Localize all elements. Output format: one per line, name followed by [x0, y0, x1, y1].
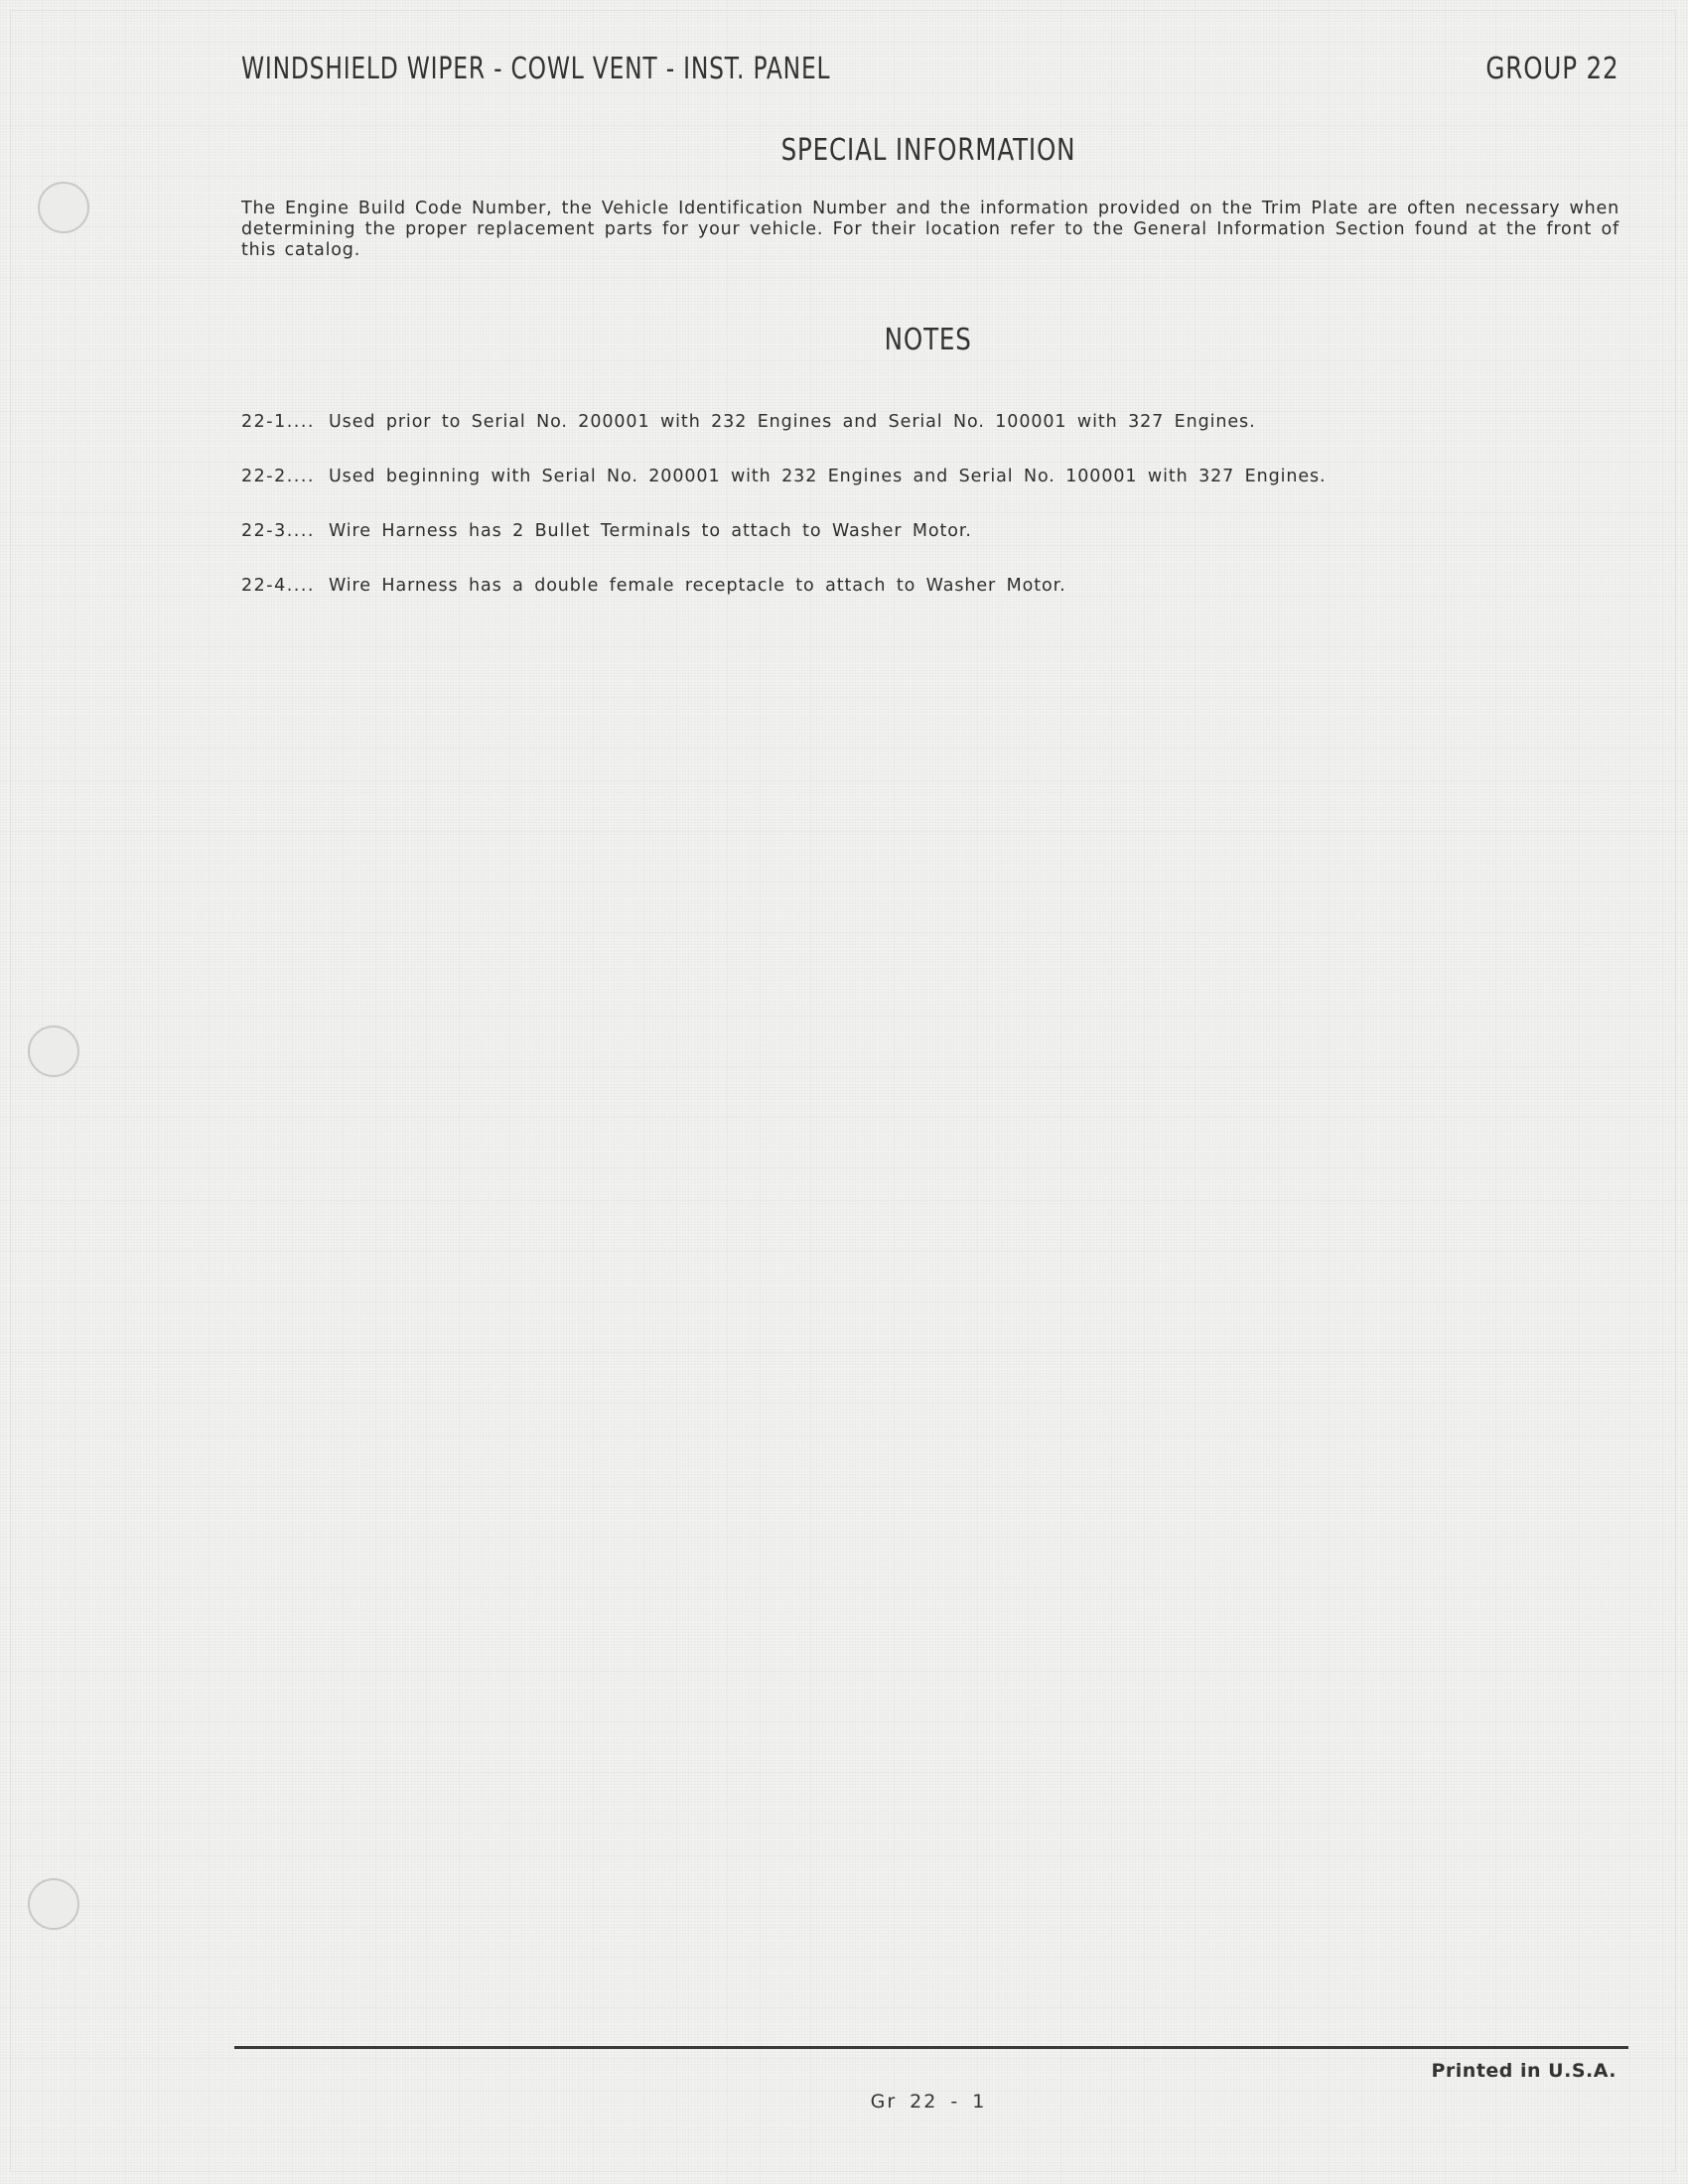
note-text: Wire Harness has 2 Bullet Terminals to attach to Washer Motor.	[328, 521, 972, 541]
punch-hole	[28, 1878, 79, 1930]
notes-list	[241, 411, 1651, 629]
note-text: Used prior to Serial No. 200001 with 232 Engines and Serial No. 100001 with 327 Engines.	[328, 412, 1256, 432]
special-information-text: The Engine Build Code Number, the Vehicle Identification Number and the information provided on the Trim Plate are often necessary when determining the proper replacement parts for your vehicle. For their location refer to the General Information Section found at the front of this catalog.	[241, 199, 1619, 260]
note-item	[241, 575, 1651, 597]
punch-hole	[28, 1025, 79, 1077]
note-number: 22-2....	[241, 467, 315, 486]
special-information-heading-row	[0, 133, 1688, 168]
note-number: 22-4....	[241, 576, 315, 596]
printed-in-label: Printed in U.S.A.	[1431, 2060, 1617, 2082]
note-text: Used beginning with Serial No. 200001 with 232 Engines and Serial No. 100001 with 327 Engines.	[328, 467, 1327, 486]
note-number: 22-3....	[241, 521, 315, 541]
special-information-heading: SPECIAL INFORMATION	[780, 133, 1076, 168]
page-number: Gr 22 - 1	[870, 2091, 987, 2113]
note-item	[241, 466, 1651, 487]
note-item	[241, 411, 1651, 433]
punch-hole	[38, 182, 89, 233]
page-title: WINDSHIELD WIPER - COWL VENT - INST. PANEL	[241, 52, 831, 86]
notes-heading: NOTES	[884, 323, 973, 357]
note-item	[241, 520, 1651, 542]
group-label: GROUP 22	[1484, 52, 1618, 86]
note-number: 22-1....	[241, 412, 315, 432]
notes-heading-row	[0, 323, 1688, 357]
footer-rule	[234, 2046, 1628, 2049]
note-text: Wire Harness has a double female receptacle to attach to Washer Motor.	[328, 576, 1066, 596]
